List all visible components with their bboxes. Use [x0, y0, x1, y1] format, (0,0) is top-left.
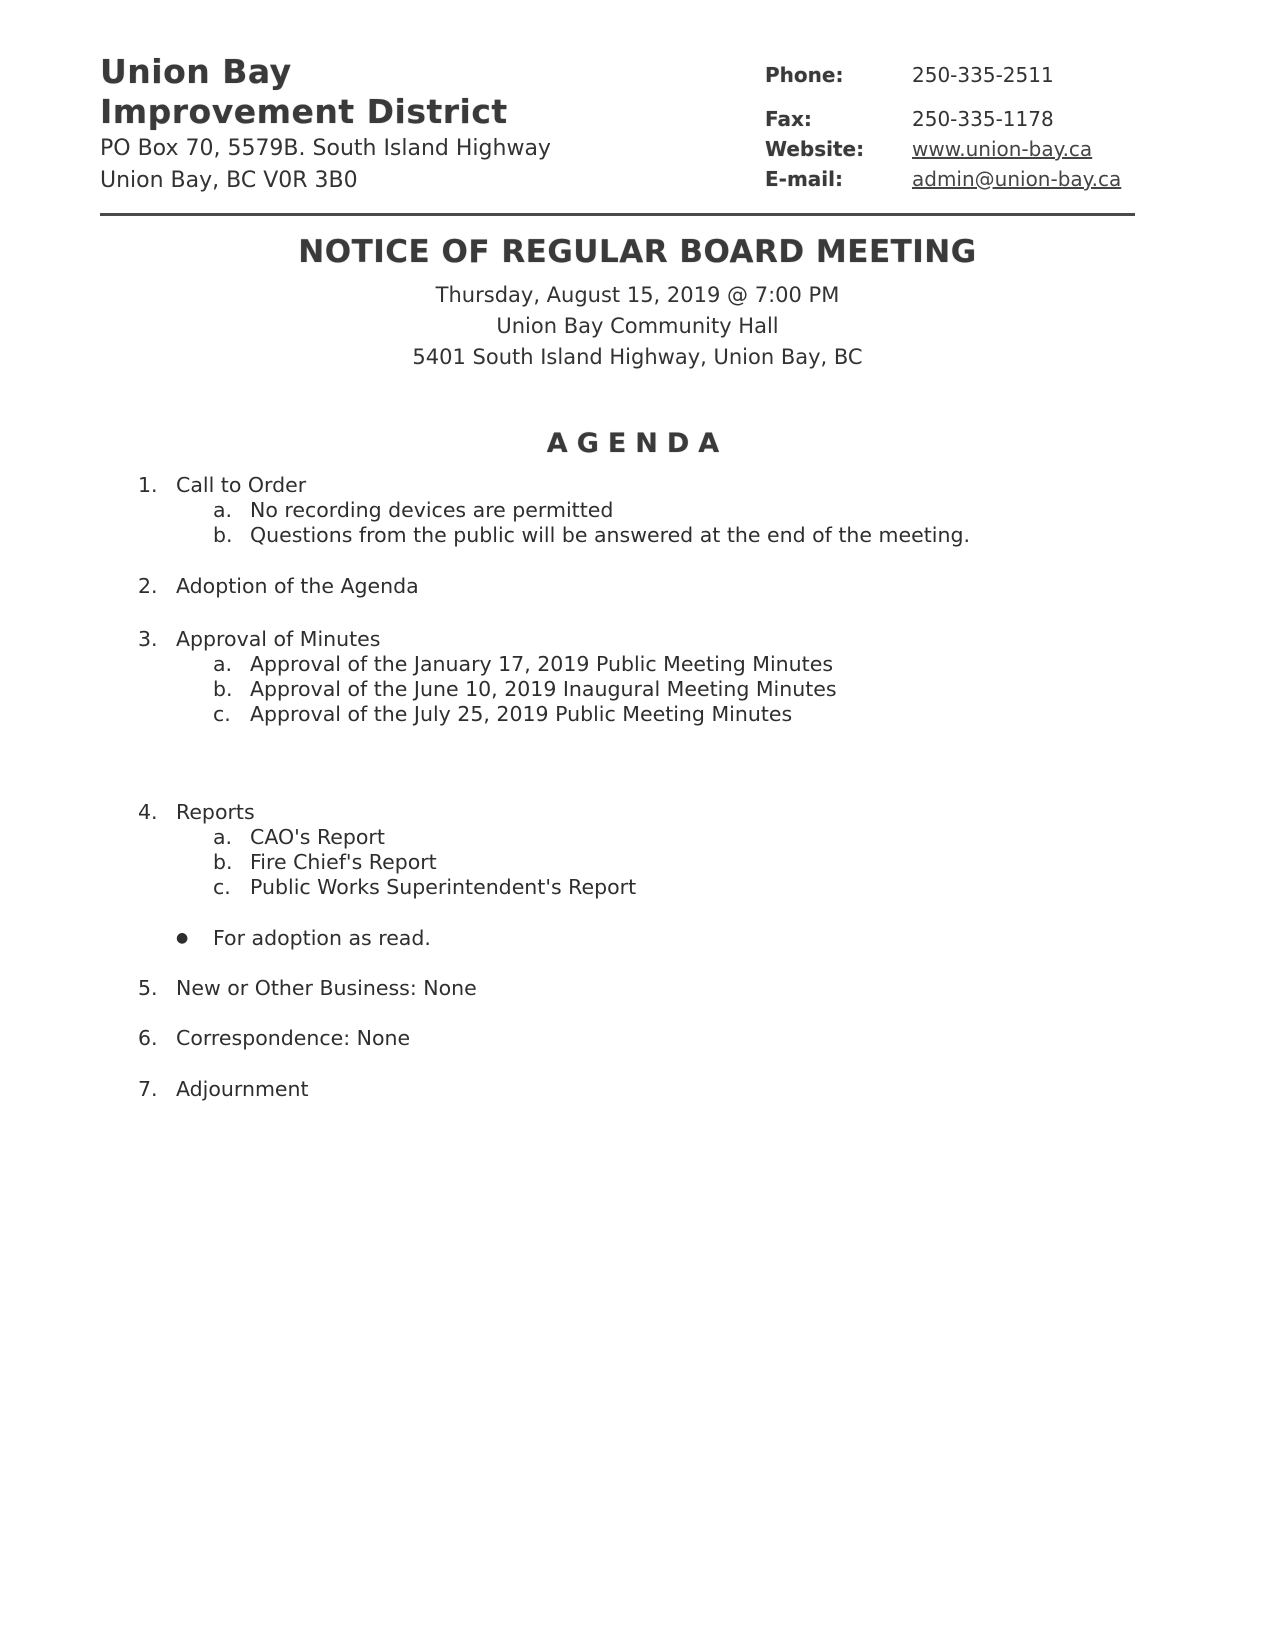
website-label: Website: [765, 137, 865, 161]
agenda-item-text: Approval of Minutes [176, 627, 381, 651]
agenda-subitem-letter: c. [213, 875, 231, 899]
agenda-item-number: 7. [138, 1077, 158, 1101]
organization-address-line1: PO Box 70, 5579B. South Island Highway [100, 136, 551, 161]
agenda-subitem-letter: b. [213, 523, 233, 547]
contact-block [765, 60, 1145, 194]
agenda-subitem-letter: b. [213, 677, 233, 701]
fax-value: 250-335-1178 [912, 107, 1054, 131]
agenda-item-text: Reports [176, 800, 255, 824]
agenda-item [0, 799, 1275, 825]
agenda-item-number: 6. [138, 1026, 158, 1050]
email-label: E-mail: [765, 167, 844, 191]
agenda-note-text: For adoption as read. [213, 926, 431, 950]
email-link[interactable]: admin@union-bay.ca [912, 167, 1122, 191]
agenda-item-number: 5. [138, 976, 158, 1000]
contact-website-row [765, 134, 1145, 164]
agenda-subitem-letter: a. [213, 498, 233, 522]
organization-name-line2: Improvement District [100, 92, 508, 131]
bullet-icon: ● [176, 930, 189, 946]
meeting-info [0, 280, 1275, 373]
contact-email-row [765, 164, 1145, 194]
phone-value: 250-335-2511 [912, 63, 1054, 87]
agenda-subitem [0, 874, 1275, 900]
organization-address-line2: Union Bay, BC V0R 3B0 [100, 168, 358, 193]
agenda-subitem [0, 497, 1275, 523]
agenda-item-text: New or Other Business: None [176, 976, 477, 1000]
agenda-subitem-text: Approval of the June 10, 2019 Inaugural Meeting Minutes [250, 677, 837, 701]
agenda-subitem-text: No recording devices are permitted [250, 498, 614, 522]
agenda-item [0, 573, 1275, 599]
agenda-subitem-letter: a. [213, 825, 233, 849]
agenda-title: AGENDA [546, 428, 729, 459]
agenda-subitem-text: Fire Chief's Report [250, 850, 437, 874]
agenda-subitem [0, 824, 1275, 850]
agenda-subitem-text: Public Works Superintendent's Report [250, 875, 637, 899]
organization-name-line1: Union Bay [100, 52, 292, 91]
agenda-item-number: 1. [138, 473, 158, 497]
agenda-item [0, 1025, 1275, 1051]
phone-label: Phone: [765, 63, 844, 87]
meeting-venue: Union Bay Community Hall [496, 314, 779, 338]
agenda-item [0, 472, 1275, 498]
agenda-subitem-letter: c. [213, 702, 231, 726]
agenda-item-text: Adoption of the Agenda [176, 574, 419, 598]
agenda-item-text: Adjournment [176, 1077, 309, 1101]
fax-label: Fax: [765, 107, 812, 131]
website-link[interactable]: www.union-bay.ca [912, 137, 1093, 161]
agenda-subitem-letter: b. [213, 850, 233, 874]
agenda-item-number: 4. [138, 800, 158, 824]
agenda-subitem-text: CAO's Report [250, 825, 385, 849]
agenda-item-text: Call to Order [176, 473, 307, 497]
agenda-item [0, 626, 1275, 652]
agenda-item [0, 975, 1275, 1001]
agenda-subitem-text: Approval of the January 17, 2019 Public Meeting Minutes [250, 652, 833, 676]
agenda-subitem-text: Questions from the public will be answered at the end of the meeting. [250, 523, 971, 547]
header-divider [100, 213, 1135, 216]
agenda-subitem [0, 651, 1275, 677]
contact-phone-row [765, 60, 1145, 104]
agenda-item-text: Correspondence: None [176, 1026, 411, 1050]
agenda-note [0, 925, 1275, 951]
agenda-item-number: 3. [138, 627, 158, 651]
meeting-date-time: Thursday, August 15, 2019 @ 7:00 PM [435, 283, 840, 307]
agenda-item-number: 2. [138, 574, 158, 598]
notice-title: NOTICE OF REGULAR BOARD MEETING [298, 234, 977, 270]
agenda-subitem [0, 676, 1275, 702]
agenda-subitem [0, 522, 1275, 548]
agenda-subitem-text: Approval of the July 25, 2019 Public Meeting Minutes [250, 702, 793, 726]
meeting-venue-address: 5401 South Island Highway, Union Bay, BC [412, 345, 863, 369]
agenda-item [0, 1076, 1275, 1102]
contact-fax-row [765, 104, 1145, 134]
agenda-subitem-letter: a. [213, 652, 233, 676]
organization-block [100, 52, 551, 196]
agenda-subitem [0, 849, 1275, 875]
agenda-subitem [0, 701, 1275, 727]
